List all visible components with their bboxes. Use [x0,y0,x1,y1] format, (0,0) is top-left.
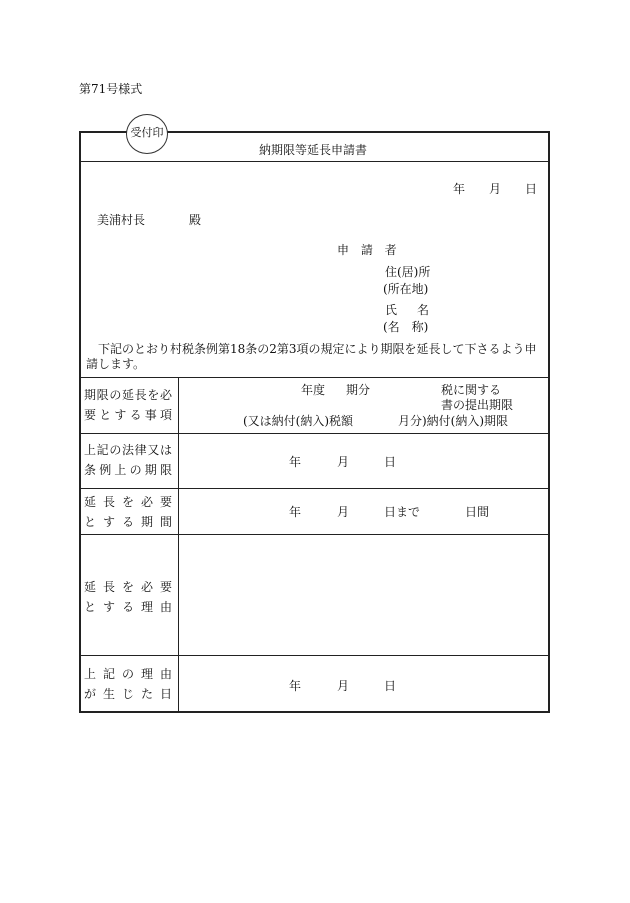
reason-date-year: 年 [289,679,302,693]
target-period: 期分 [346,383,371,397]
target-paren-tax: (又は納付(納入)税額 [243,414,354,428]
row-reason-date-label-line2: が生じた日 [84,687,172,701]
row-divider-4 [79,655,550,656]
legal-deadline-day: 日 [384,455,397,469]
extension-period-month: 月 [337,505,350,519]
row-reason-date-label-line1: 上記の理由 [84,667,172,681]
row-extension-reason-label [84,577,172,617]
table-top-line [79,377,550,378]
extension-period-days: 日間 [465,505,490,519]
reason-date-month: 月 [337,679,350,693]
target-fiscal-year: 年度 [301,383,326,397]
form-number: 第71号様式 [79,82,143,96]
row-extension-period-label-line2: とする期間 [84,515,172,529]
extension-period-year: 年 [289,505,302,519]
form-title: 納期限等延長申請書 [259,143,368,157]
extension-period-until: 日まで [384,505,421,519]
target-month-deadline: 月分)納付(納入)期限 [398,414,509,428]
intro-text: 下記のとおり村税条例第18条の2第3項の規定により期限を延長して下さるよう申請します。 [86,342,537,371]
row-extension-period-label-line1: 延長を必要 [84,495,172,509]
addressee-honorific: 殿 [189,213,202,227]
applicant-name-label: 氏 名 [385,303,434,317]
legal-deadline-month: 月 [337,455,350,469]
row-legal-deadline-label-line1: 上記の法律又は [84,443,172,457]
date-day: 日 [525,182,538,196]
target-tax-about: 税に関する [441,383,502,397]
applicant-address-sub: (所在地) [383,282,429,296]
row-extension-reason-label-line2: とする理由 [84,600,172,614]
date-year: 年 [453,182,466,196]
row-legal-deadline-label-line2: 条例上の期限 [84,463,172,477]
target-filing-deadline: 書の提出期限 [441,398,514,412]
row-divider-2 [79,488,550,489]
label-column-divider [178,377,179,712]
row-target-label-line2: 要とする事項 [84,408,172,422]
row-extension-period-label [84,492,172,532]
legal-deadline-year: 年 [289,455,302,469]
addressee-name: 美浦村長 [97,213,146,227]
row-reason-date-label [84,664,172,704]
applicant-address-label: 住(居)所 [385,265,431,279]
row-target-label [84,385,172,425]
row-legal-deadline-label [84,440,172,480]
date-month: 月 [489,182,502,196]
applicant-header: 申 請 者 [337,243,401,257]
row-divider-1 [79,433,550,434]
title-divider [79,161,550,162]
reception-stamp-label: 受付印 [130,126,164,139]
row-extension-reason-label-line1: 延長を必要 [84,580,172,594]
applicant-name-sub: (名 称) [383,320,429,334]
row-divider-3 [79,534,550,535]
row-target-label-line1: 期限の延長を必 [84,388,172,402]
reason-date-day: 日 [384,679,397,693]
